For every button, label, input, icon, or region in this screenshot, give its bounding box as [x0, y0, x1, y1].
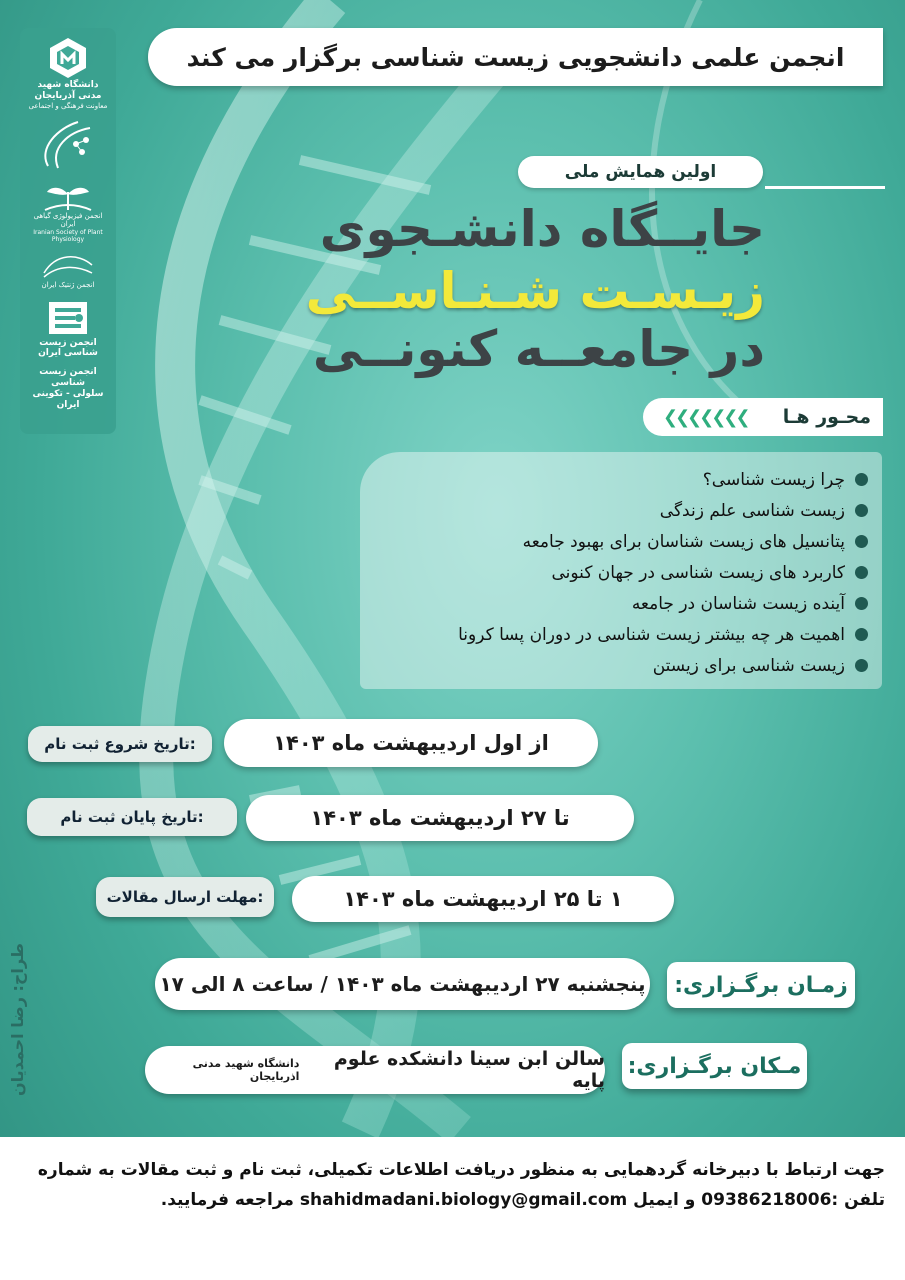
- chevrons-icon: ❮❮❮❮❮❮❮: [663, 406, 748, 428]
- list-item: آینده زیست شناسان در جامعه: [360, 588, 868, 619]
- biology-society-emblem-icon: [45, 298, 91, 338]
- genetics-society-logo: [28, 251, 108, 289]
- reg-start-value: از اول اردیبهشت ماه ۱۴۰۳: [224, 719, 598, 767]
- plant-society-fa: انجمن فیزیولوژی گیاهی ایران: [33, 211, 103, 229]
- cell-society-line1: انجمن زیست شناسی: [39, 367, 97, 388]
- biology-society-name: انجمن زیست شناسی ایران: [38, 337, 98, 359]
- event-title-line2: زیـسـت شـنـاســی: [305, 262, 765, 320]
- plant-physiology-logo: [28, 178, 108, 243]
- place-value-box: [145, 1046, 605, 1094]
- place-value: سالن ابن سینا دانشکده علوم پایه: [333, 1048, 605, 1092]
- bullet-icon: [855, 566, 868, 579]
- dna-society-logo: [28, 118, 108, 170]
- time-value: پنجشنبه ۲۷ اردیبهشت ماه ۱۴۰۳ / ساعت ۸ الی ۱۷: [155, 958, 650, 1010]
- genetics-society-name: انجمن ژنتیک ایران: [41, 281, 95, 290]
- event-title-line3: در جامعــه کنونــی: [312, 320, 765, 378]
- plant-sprout-icon: [41, 178, 95, 212]
- papers-label: :مهلت ارسال مقالات: [96, 877, 274, 917]
- university-logo: [28, 36, 108, 110]
- list-item: اهمیت هر چه بیشتر زیست شناسی در دوران پسا کرونا: [360, 619, 868, 650]
- event-badge: [518, 156, 763, 188]
- list-item: پتانسیل های زیست شناسان برای بهبود جامعه: [360, 526, 868, 557]
- logo-column: [20, 28, 116, 434]
- cell-society-logo: [28, 367, 108, 410]
- axes-list: [360, 464, 868, 681]
- biology-society-logo: [28, 298, 108, 360]
- bullet-icon: [855, 473, 868, 486]
- list-item: چرا زیست شناسی؟: [360, 464, 868, 495]
- designer-credit: طراح: رضا احمدیان: [8, 943, 27, 1097]
- bullet-icon: [855, 504, 868, 517]
- time-label: زمـان برگـزاری:: [667, 962, 855, 1008]
- university-name: دانشگاه شهید مدنی آذربایجان: [34, 80, 102, 101]
- bullet-icon: [855, 535, 868, 548]
- event-title-line1: جایــگاه دانشـجوی: [319, 200, 765, 258]
- contact-footer: [0, 1137, 905, 1280]
- genetics-swirl-icon: [38, 251, 98, 281]
- bullet-icon: [855, 659, 868, 672]
- list-item: زیست شناسی علم زندگی: [360, 495, 868, 526]
- footer-line2: تلفن :09386218006 و ایمیل shahidmadani.biology@gmail.com مراجعه فرمایید.: [160, 1190, 885, 1210]
- place-sub: دانشگاه شهید مدنی اذربایجان: [192, 1057, 300, 1083]
- reg-end-label: :تاریخ پایان ثبت نام: [27, 798, 237, 836]
- organizer-banner: [148, 28, 883, 86]
- cell-society-line2: سلولی - تکوینی ایران: [32, 388, 104, 410]
- dna-molecule-icon: [38, 118, 98, 170]
- reg-start-label: :تاریخ شروع ثبت نام: [28, 726, 212, 762]
- list-item: کاربرد های زیست شناسی در جهان کنونی: [360, 557, 868, 588]
- place-label: مـکان برگـزاری:: [622, 1043, 807, 1089]
- university-emblem-icon: [46, 36, 90, 80]
- bullet-icon: [855, 628, 868, 641]
- badge-underline: [765, 186, 885, 189]
- papers-value: ۱ تا ۲۵ اردیبهشت ماه ۱۴۰۳: [292, 876, 674, 922]
- university-dept: معاونت فرهنگی و اجتماعی: [28, 101, 108, 110]
- reg-end-value: تا ۲۷ اردیبهشت ماه ۱۴۰۳: [246, 795, 634, 841]
- axes-header: [643, 398, 883, 436]
- footer-line1: جهت ارتباط با دبیرخانه گردهمایی به منظور دریافت اطلاعات تکمیلی، ثبت نام و ثبت مقالات به شماره: [37, 1160, 885, 1180]
- organizer-text: انجمن علمی دانشجویی زیست شناسی برگزار می کند: [186, 42, 845, 72]
- axes-label: محـور هـا: [782, 406, 871, 428]
- bullet-icon: [855, 597, 868, 610]
- plant-society-en: Iranian Society of Plant Physiology: [33, 228, 103, 243]
- list-item: زیست شناسی برای زیستن: [360, 650, 868, 681]
- event-badge-text: اولین همایش ملی: [564, 162, 717, 182]
- axes-list-panel: [360, 452, 882, 689]
